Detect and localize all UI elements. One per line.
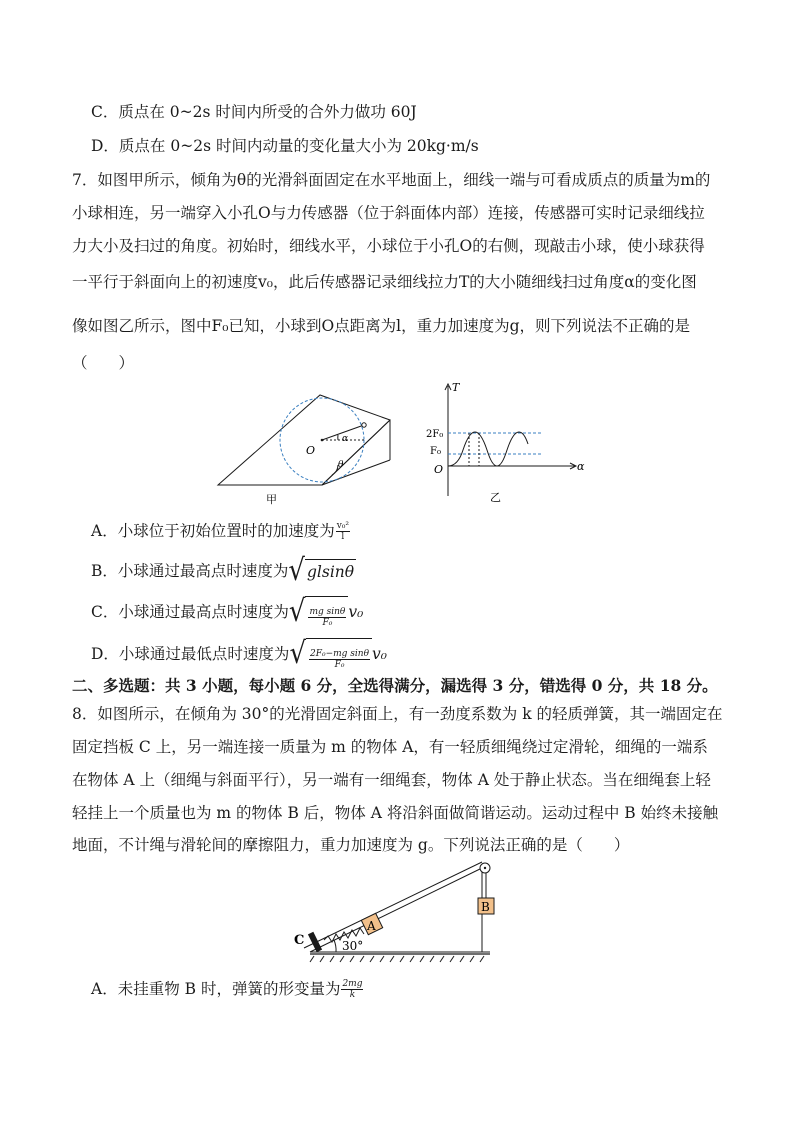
q8-option-a (91, 978, 363, 1000)
q7-line-1: 7．如图甲所示，倾角为θ的光滑斜面固定在水平地面上，细线一端与可看成质点的质量为m的 (72, 171, 711, 189)
frac-den: F₀ (322, 618, 333, 628)
fig-q8-label-c: C (294, 933, 305, 948)
frac-num: v₀² (336, 520, 350, 531)
q7-option-b (91, 553, 356, 589)
fig-yi-label-alpha: α (577, 460, 585, 473)
q8-line-4: 轻挂上一个质量也为 m 的物体 B 后，物体 A 将沿斜面做简谐运动。运动过程中 B 始终未接触 (72, 804, 719, 822)
frac-num: 2mg (342, 978, 363, 989)
q7-option-c-tail: v₀ (348, 603, 364, 621)
q7-option-c (91, 596, 363, 628)
figure-q8 (290, 858, 510, 966)
q7-option-d-tail: v₀ (372, 645, 387, 663)
sqrt-icon: √ (288, 594, 306, 630)
fig-jia-label-o: O (306, 444, 316, 457)
q7-option-d-text: D．小球通过最低点时速度为 (91, 645, 290, 663)
figure-yi (420, 378, 590, 508)
fig-yi-caption: 乙 (490, 491, 501, 504)
q7-option-c-sqrt (289, 596, 348, 628)
q8-line-3: 在物体 A 上（细绳与斜面平行），另一端有一细绳套，物体 A 处于静止状态。当在细绳套上轻 (72, 771, 711, 789)
q7-option-d-sqrt (289, 638, 372, 670)
q7-line-5: 像如图乙所示，图中F₀已知，小球到O点距离为l，重力加速度为g，则下列说法不正确的是 (72, 317, 691, 335)
fig-jia-label-alpha: α (342, 434, 349, 444)
fig-yi-label-2f0: 2F₀ (426, 429, 444, 440)
q7-line-4: 一平行于斜面向上的初速度v₀，此后传感器记录细线拉力T的大小随细线扫过角度α的变化图 (72, 273, 697, 291)
frac-den: k (349, 989, 356, 1000)
frac-num: mg sinθ (309, 607, 346, 617)
q8-line-1: 8．如图所示，在倾角为 30°的光滑固定斜面上，有一劲度系数为 k 的轻质弹簧，其一端固定在 (72, 705, 723, 723)
q7-line-2: 小球相连，另一端穿入小孔O与力传感器（位于斜面体内部）连接，传感器可实时记录细线拉 (72, 204, 705, 222)
q7-option-a (91, 520, 350, 542)
frac-num: 2F₀−mg sinθ (310, 649, 370, 659)
option-c-prev: C．质点在 0~2s 时间内所受的合外力做功 60J (91, 103, 417, 121)
fig-yi-label-f0: F₀ (430, 446, 441, 457)
fig-jia-label-theta: θ (338, 460, 344, 470)
q7-option-d (91, 638, 387, 670)
fig-q8-label-angle: 30° (342, 939, 364, 953)
q7-option-b-sqrt (288, 553, 356, 589)
fig-q8-label-b: B (481, 900, 490, 914)
fig-q8-label-a: A (367, 919, 376, 933)
frac-den: F₀ (334, 660, 345, 670)
q7-line-6: （ ） (72, 354, 135, 372)
option-d-prev: D．质点在 0~2s 时间内动量的变化量大小为 20kg·m/s (91, 137, 479, 155)
q7-option-a-frac (336, 521, 350, 542)
sqrt-icon: √ (289, 636, 307, 672)
q8-option-a-text: A．未挂重物 B 时，弹簧的形变量为 (91, 980, 341, 998)
fig-jia-caption: 甲 (266, 493, 277, 505)
q7-option-b-text: B．小球通过最高点时速度为 (91, 562, 289, 580)
frac-den: l (341, 531, 345, 542)
fig-yi-label-t: T (452, 381, 460, 394)
figure-jia (210, 375, 400, 505)
sqrt-icon: √ (288, 553, 305, 589)
q7-line-3: 力大小及扫过的角度。初始时，细线水平，小球位于小孔O的右侧，现敲击小球，使小球获得 (72, 237, 705, 255)
fig-yi-label-o: O (434, 463, 444, 476)
q7-option-a-text: A．小球位于初始位置时的加速度为 (91, 522, 335, 540)
section-2-heading: 二、多选题：共 3 小题，每小题 6 分，全选得满分，漏选得 3 分，错选得 0 分，共 18 分。 (72, 676, 718, 695)
q8-option-a-frac (341, 979, 363, 1000)
q8-line-2: 固定挡板 C 上，另一端连接一质量为 m 的物体 A，有一轻质细绳绕过定滑轮，细绳的一端系 (72, 738, 708, 756)
radicand: glsinθ (305, 559, 356, 583)
q8-line-5: 地面，不计绳与滑轮间的摩擦阻力，重力加速度为 g。下列说法正确的是（ ） (72, 836, 630, 854)
q7-option-c-text: C．小球通过最高点时速度为 (91, 603, 289, 621)
